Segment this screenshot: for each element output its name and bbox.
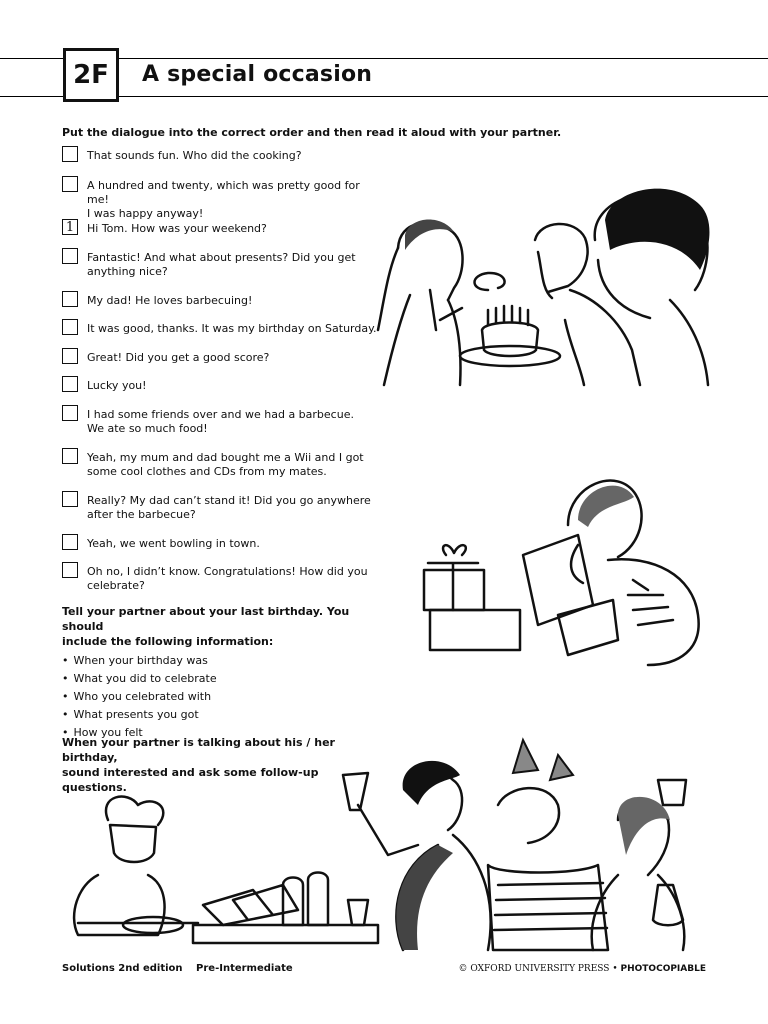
order-checkbox[interactable] (62, 146, 78, 162)
dialogue-text: It was good, thanks. It was my birthday on Saturday. (87, 322, 377, 335)
order-checkbox[interactable] (62, 534, 78, 550)
task1-instruction: Put the dialogue into the correct order and then read it aloud with your partner. (62, 126, 562, 139)
unit-number-box: 2F (63, 48, 119, 102)
order-checkbox[interactable] (62, 176, 78, 192)
dialogue-item (62, 534, 382, 551)
dialogue-item (62, 448, 382, 479)
page-title: A special occasion (142, 62, 373, 87)
bullet-item: • What you did to celebrate (62, 670, 382, 688)
barbecue-party-illustration (58, 735, 718, 955)
dialogue-text: I had some friends over and we had a barbecue. We ate so much food! (87, 408, 354, 435)
order-checkbox[interactable] (62, 319, 78, 335)
order-checkbox[interactable] (62, 405, 78, 421)
dialogue-item (62, 348, 382, 365)
order-checkbox[interactable] (62, 448, 78, 464)
task3-instruction: When your partner is talking about his / her birthday, sound interested and ask some follow-up questions. (62, 736, 335, 794)
dialogue-item (62, 376, 382, 393)
task2-heading: Tell your partner about your last birthday. You should include the following information: (62, 605, 350, 648)
footer-photocopiable: PHOTOCOPIABLE (620, 964, 706, 974)
order-checkbox[interactable] (62, 291, 78, 307)
footer-publisher-info (459, 964, 706, 974)
footer-separator: • (612, 964, 618, 974)
bullet-item: • Who you celebrated with (62, 688, 382, 706)
order-checkbox[interactable] (62, 376, 78, 392)
footer-level: Pre-Intermediate (196, 963, 293, 974)
dialogue-text: My dad! He loves barbecuing! (87, 294, 253, 307)
dialogue-text: Yeah, we went bowling in town. (87, 537, 260, 550)
dialogue-item (62, 405, 382, 436)
dialogue-text: Really? My dad can’t stand it! Did you go anywhere after the barbecue? (87, 494, 371, 521)
dialogue-item (62, 319, 382, 336)
dialogue-text: That sounds fun. Who did the cooking? (87, 149, 302, 162)
bullet-item: • When your birthday was (62, 652, 382, 670)
order-checkbox[interactable] (62, 562, 78, 578)
dialogue-text: Yeah, my mum and dad bought me a Wii and I got some cool clothes and CDs from my mates. (87, 451, 364, 478)
dialogue-item (62, 248, 382, 279)
bullet-item: • How you felt (62, 724, 382, 742)
dialogue-text: Lucky you! (87, 379, 147, 392)
order-checkbox[interactable] (62, 348, 78, 364)
dialogue-item (62, 491, 382, 522)
dialogue-item (62, 219, 382, 236)
footer-book-info (62, 963, 303, 974)
footer-publisher: © OXFORD UNIVERSITY PRESS (458, 964, 610, 974)
dialogue-text: A hundred and twenty, which was pretty good for me! I was happy anyway! (87, 179, 360, 220)
dialogue-text: Great! Did you get a good score? (87, 351, 270, 364)
dialogue-item (62, 146, 382, 163)
dialogue-item (62, 176, 382, 221)
dialogue-item (62, 291, 382, 308)
dialogue-text: Oh no, I didn’t know. Congratulations! How did you celebrate? (87, 565, 368, 592)
order-checkbox[interactable]: 1 (62, 219, 78, 235)
presents-illustration (418, 465, 708, 675)
dialogue-item (62, 562, 382, 593)
order-checkbox[interactable] (62, 248, 78, 264)
dialogue-text: Fantastic! And what about presents? Did you get anything nice? (87, 251, 356, 278)
footer-book-title: Solutions 2nd edition (62, 963, 183, 974)
info-bullet-list (62, 652, 382, 742)
birthday-cake-illustration (370, 180, 715, 395)
dialogue-text: Hi Tom. How was your weekend? (87, 222, 267, 235)
task2-section (62, 604, 382, 742)
bullet-item: • What presents you got (62, 706, 382, 724)
order-checkbox[interactable] (62, 491, 78, 507)
